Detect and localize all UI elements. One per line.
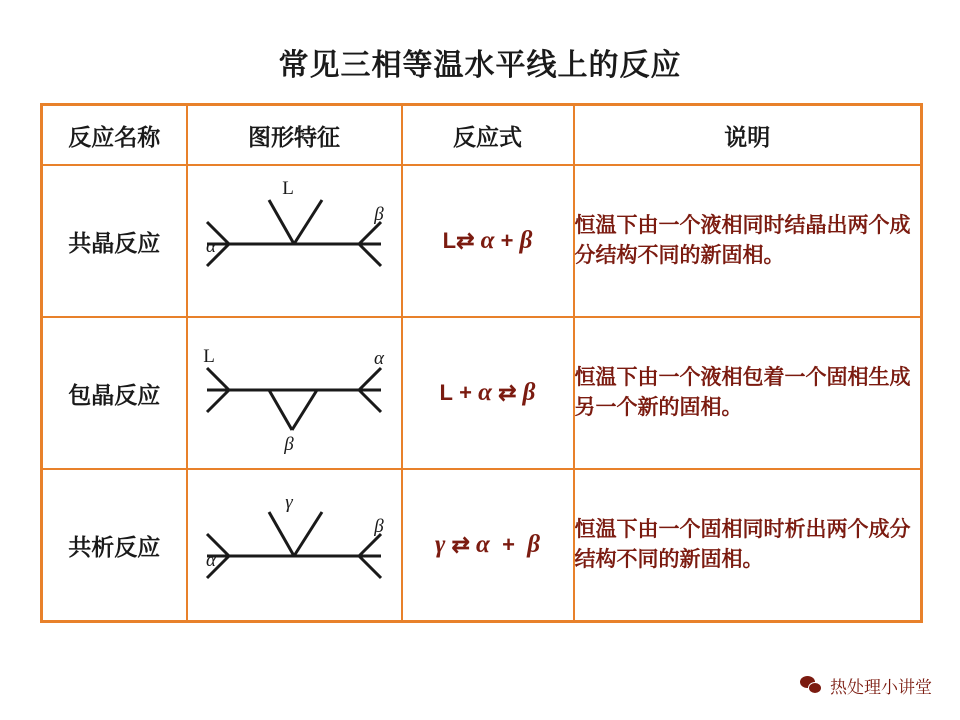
table-row (42, 165, 922, 317)
table-row (42, 469, 922, 622)
equation-term2: β (519, 227, 533, 254)
equation-term1: α (480, 227, 495, 254)
eutectoid-diagram-svg (189, 470, 399, 620)
reactions-table (40, 103, 923, 623)
equation-plus: + (459, 380, 472, 405)
equation-peritectic (402, 317, 574, 469)
column-header-name: 反应名称 (42, 105, 187, 166)
reaction-name-peritectic: 包晶反应 (42, 317, 187, 469)
page-title: 常见三相等温水平线上的反应 (278, 49, 682, 82)
equation-term2: β (527, 531, 541, 558)
equation-lhs: L (439, 380, 453, 405)
equation-eutectoid (402, 469, 574, 622)
equation-plus: + (500, 228, 514, 253)
reaction-name-eutectic: 共晶反应 (42, 165, 187, 317)
table-row (42, 317, 922, 469)
equation-lhs: γ (434, 531, 446, 558)
label-top: L (203, 346, 215, 367)
equation-lhs: L (442, 228, 457, 253)
equation-term1: α (478, 379, 492, 406)
label-left: α (206, 550, 216, 571)
label-top: γ (285, 492, 293, 513)
equation-eutectic (402, 165, 574, 317)
equation-term2: β (522, 379, 536, 406)
label-right: β (374, 516, 384, 537)
peritectic-diagram-svg (189, 318, 399, 468)
equation-plus: + (502, 532, 515, 557)
label-top: L (282, 178, 294, 199)
label-left: α (206, 236, 216, 257)
column-header-description: 说明 (574, 105, 922, 166)
account-name: 热处理小讲堂 (830, 678, 932, 697)
column-header-figure: 图形特征 (187, 105, 402, 166)
figure-eutectic (187, 165, 402, 317)
label-bottom: β (284, 434, 294, 455)
eutectic-diagram-svg (189, 166, 399, 316)
equation-arrow: ⇄ (456, 228, 475, 253)
description-eutectoid: 恒温下由一个固相同时析出两个成分结构不同的新固相。 (574, 469, 922, 622)
reaction-name-eutectoid: 共析反应 (42, 469, 187, 622)
description-peritectic: 恒温下由一个液相包着一个固相生成另一个新的固相。 (574, 317, 922, 469)
equation-arrow: ⇄ (451, 532, 470, 557)
figure-eutectoid (187, 469, 402, 622)
footer-attribution (800, 673, 932, 698)
label-right: β (374, 204, 384, 225)
label-right: α (374, 348, 384, 369)
table-header-row (42, 105, 922, 166)
column-header-equation: 反应式 (402, 105, 574, 166)
equation-arrow: ⇄ (498, 380, 517, 405)
equation-term1: α (476, 531, 490, 558)
wechat-icon (800, 676, 822, 695)
figure-peritectic (187, 317, 402, 469)
description-eutectic: 恒温下由一个液相同时结晶出两个成分结构不同的新固相。 (574, 165, 922, 317)
